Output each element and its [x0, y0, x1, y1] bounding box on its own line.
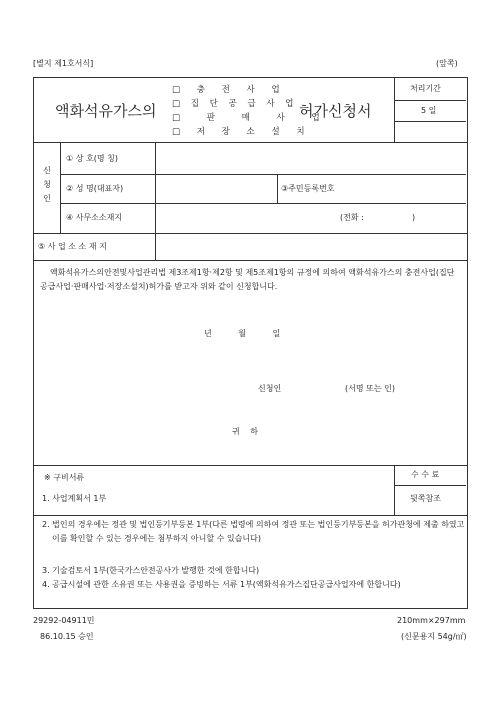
paper-size: 210mm×297mm: [397, 616, 466, 625]
applicant-signature-label: 신청인: [258, 384, 282, 393]
divider: [394, 485, 466, 486]
required-documents-header: ※ 구비서류: [44, 473, 85, 482]
divider: [33, 260, 467, 261]
addressee: 귀 하: [232, 427, 258, 436]
divider: [394, 465, 395, 515]
title-right: 허가신청서: [299, 102, 372, 120]
divider: [33, 465, 467, 466]
document-item-3: 3. 기술검토서 1부(한국가스안전공사가 발행한 것에 한합니다): [42, 566, 260, 575]
phone-close: ): [412, 213, 416, 222]
divider: [60, 203, 466, 204]
divider: [33, 515, 467, 516]
phone-label: (전화 :: [340, 213, 364, 222]
paper-type: (신문용지 54g/㎡): [401, 632, 467, 641]
divider: [60, 174, 466, 175]
divider: [33, 233, 467, 234]
document-item-1: 1. 사업계획서 1부: [42, 494, 107, 503]
application-statement: 액화석유가스의안전및사업관리법 제3조제1항·제2항 및 제5조제1항의 규정에 의하여 액화석유가스의 충전사업(집단공급사업·판매사업·저장소설치)허가를 받고자 위와 같이 신청합니다.: [40, 268, 455, 291]
applicant-label: 신 청 인: [43, 166, 51, 203]
date-line: 년 월 일: [204, 329, 281, 338]
name-label: ① 상 호(명 칭): [66, 154, 118, 163]
title-left: 액화석유가스의: [55, 102, 157, 120]
divider: [33, 142, 467, 143]
divider: [277, 174, 278, 203]
document-item-2: 2. 법인의 경우에는 정관 및 법인등기부등본 1부(다른 법령에 의하여 정관 또는 법인등기부등본을 허가관청에 제출 하였고 이를 확인할 수 있는 경우에는 첨부하지 아니할 수 있습니다): [42, 520, 465, 543]
document-item-4: 4. 공급시설에 관한 소유권 또는 사용권을 증빙하는 서류 1부(액화석유가스집단공급사업자에 한합니다): [42, 580, 401, 589]
divider: [155, 142, 156, 260]
option-storage: □ 저 장 소 설 치: [172, 127, 312, 137]
divider: [394, 77, 395, 142]
signature-note: (서명 또는 인): [345, 384, 395, 393]
period-value: 5 일: [421, 106, 437, 115]
registration-number-label: ③주민등록번호: [281, 184, 335, 193]
approval-date: 86.10.15 승인: [40, 632, 94, 641]
page-side-label: (앞쪽): [436, 59, 458, 68]
option-sales: □ 판 매 사 업: [172, 113, 332, 123]
divider: [394, 121, 466, 122]
fee-value: 뒷쪽참조: [410, 494, 441, 503]
divider: [394, 100, 466, 101]
representative-label: ② 성 명(대표자): [66, 184, 124, 193]
office-address-label: ④ 사무소소재지: [66, 213, 123, 222]
business-location-label: ⑤ 사 업 소 소 재 지: [38, 242, 107, 251]
option-group-supply: □ 집 단 공 급 사 업: [172, 99, 298, 109]
form-code: 29292-04911민: [33, 616, 95, 625]
fee-label: 수 수 료: [411, 470, 440, 479]
option-charging: □ 충 전 사 업: [172, 85, 287, 95]
divider: [60, 142, 61, 233]
form-number: [별지 제1호서식]: [33, 59, 94, 68]
period-label: 처리기간: [410, 84, 441, 93]
